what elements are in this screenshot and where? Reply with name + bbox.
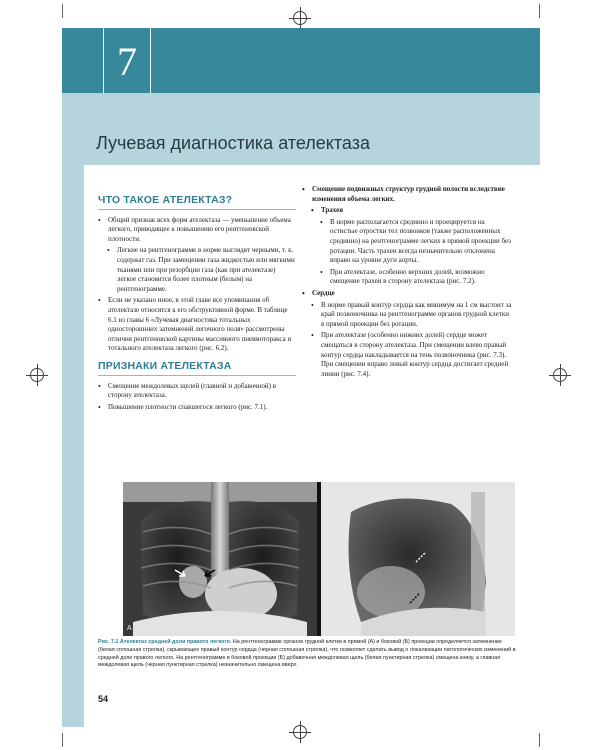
registration-mark-left — [30, 368, 44, 382]
chapter-number-box — [103, 28, 151, 93]
xray-lateral-image — [321, 482, 515, 636]
crop-mark — [539, 733, 540, 747]
chapter-title-band — [62, 93, 540, 165]
panel-label-b: Б — [325, 625, 330, 632]
figure-caption — [98, 639, 518, 670]
list-item: • Смещение междолевых щелей (главной и добавочной) в сторону ателектаза. — [98, 382, 296, 401]
right-column — [302, 185, 514, 381]
xray-frontal-image — [123, 482, 317, 636]
list-item: • При ателектазе, особенно верхних долей, возможно смещение трахеи в сторону ателектаза (рис. 7.2). — [320, 268, 514, 287]
list-item: • При ателектазе (особенно нижних долей) сердце может смещаться в сторону ателектаза. При смещении влево правый контур сердца накладывается на тень позвоночника (рис. 7.3). При смещении вправо левый контур сердца достигает средней линии (рис. 7.4). — [311, 331, 514, 379]
registration-mark-right — [553, 368, 567, 382]
caption-heading: Рис. 7.1 Ателектаз средней доли правого легкого. — [98, 639, 232, 645]
crop-mark — [539, 4, 540, 18]
section-heading-what-is: ЧТО ТАКОЕ АТЕЛЕКТАЗ? — [98, 196, 296, 210]
chapter-number: 7 — [117, 39, 137, 84]
page-number: 54 — [98, 694, 109, 704]
registration-mark-top — [293, 11, 307, 25]
list-item-trachea: • Трахея — [311, 206, 514, 216]
list-item-heart: • Сердце — [302, 289, 514, 299]
registration-mark-bottom — [293, 725, 307, 739]
margin-strip — [62, 165, 84, 727]
list-item: • Смещение подвижных структур грудной полости вследствие изменения объема легких. — [302, 185, 514, 204]
left-column — [98, 190, 296, 414]
xray-figure — [123, 482, 515, 636]
list-item: • Легкие на рентгенограмме в норме выглядят черными, т. к. содержат газ. При замещении газа жидкостью или мягкими тканями или при резорбции газа (как при ателектазе) легкое становится более плотным (белым) на рентгенограмме. — [107, 246, 296, 294]
crop-mark — [62, 4, 63, 18]
section-heading-signs: ПРИЗНАКИ АТЕЛЕКТАЗА — [98, 362, 296, 376]
list-item: • В норме располагается срединно и проецируется на остистые отростки тел позвонков (также расположенных срединно) на рентгенограмме легких в прямой проекции без ротации. Часть трахеи всегда незначительно отклонена вправо на уровне дуги аорты. — [320, 218, 514, 266]
chapter-title: Лучевая диагностика ателектаза — [96, 133, 370, 153]
list-item: • Общий признак всех форм ателектаза — уменьшение объема легкого, приводящее к повышению его рентгеновской плотности. — [98, 216, 296, 245]
list-item: • В норме правый контур сердца как минимум на 1 см выстоит за край позвоночника на рентгенограмме органов грудной клетки в прямой проекции без ротации. — [311, 301, 514, 330]
caption-text: На рентгенограмме органов грудной клетки в прямой (А) и боковой (Б) проекции определяется затемнение (белая сплошная стрелка), скрывающее правый контур сердца (черная сплошная стрелка), что позволяет сделать вывод о локализации патологических изменений в средней доле правого легкого. На рентгенограмме в боковой проекции (Б) добавочная междолевая щель (белая пунктирная стрелка) смещена книзу, а главная междолевая щель (черная пунктирная стрелка) незначительно смещена вверх. — [98, 639, 516, 669]
crop-mark — [62, 733, 63, 747]
panel-label-a: А — [127, 625, 132, 632]
list-item: • Повышение плотности спавшегося легкого (рис. 7.1). — [98, 403, 296, 413]
list-item: • Если не указано иное, в этой главе все упоминания об ателектазе относятся к его обструктивной форме. В таблице 6.1 из главы 6 «Лучевая диагностика тотальных одностороннних затемнений легочного поля» рассмотрены отличия рентгеновской картины массивного пневмоторакса и тотального ателектаза легкого (рис. 6.2). — [98, 296, 296, 354]
